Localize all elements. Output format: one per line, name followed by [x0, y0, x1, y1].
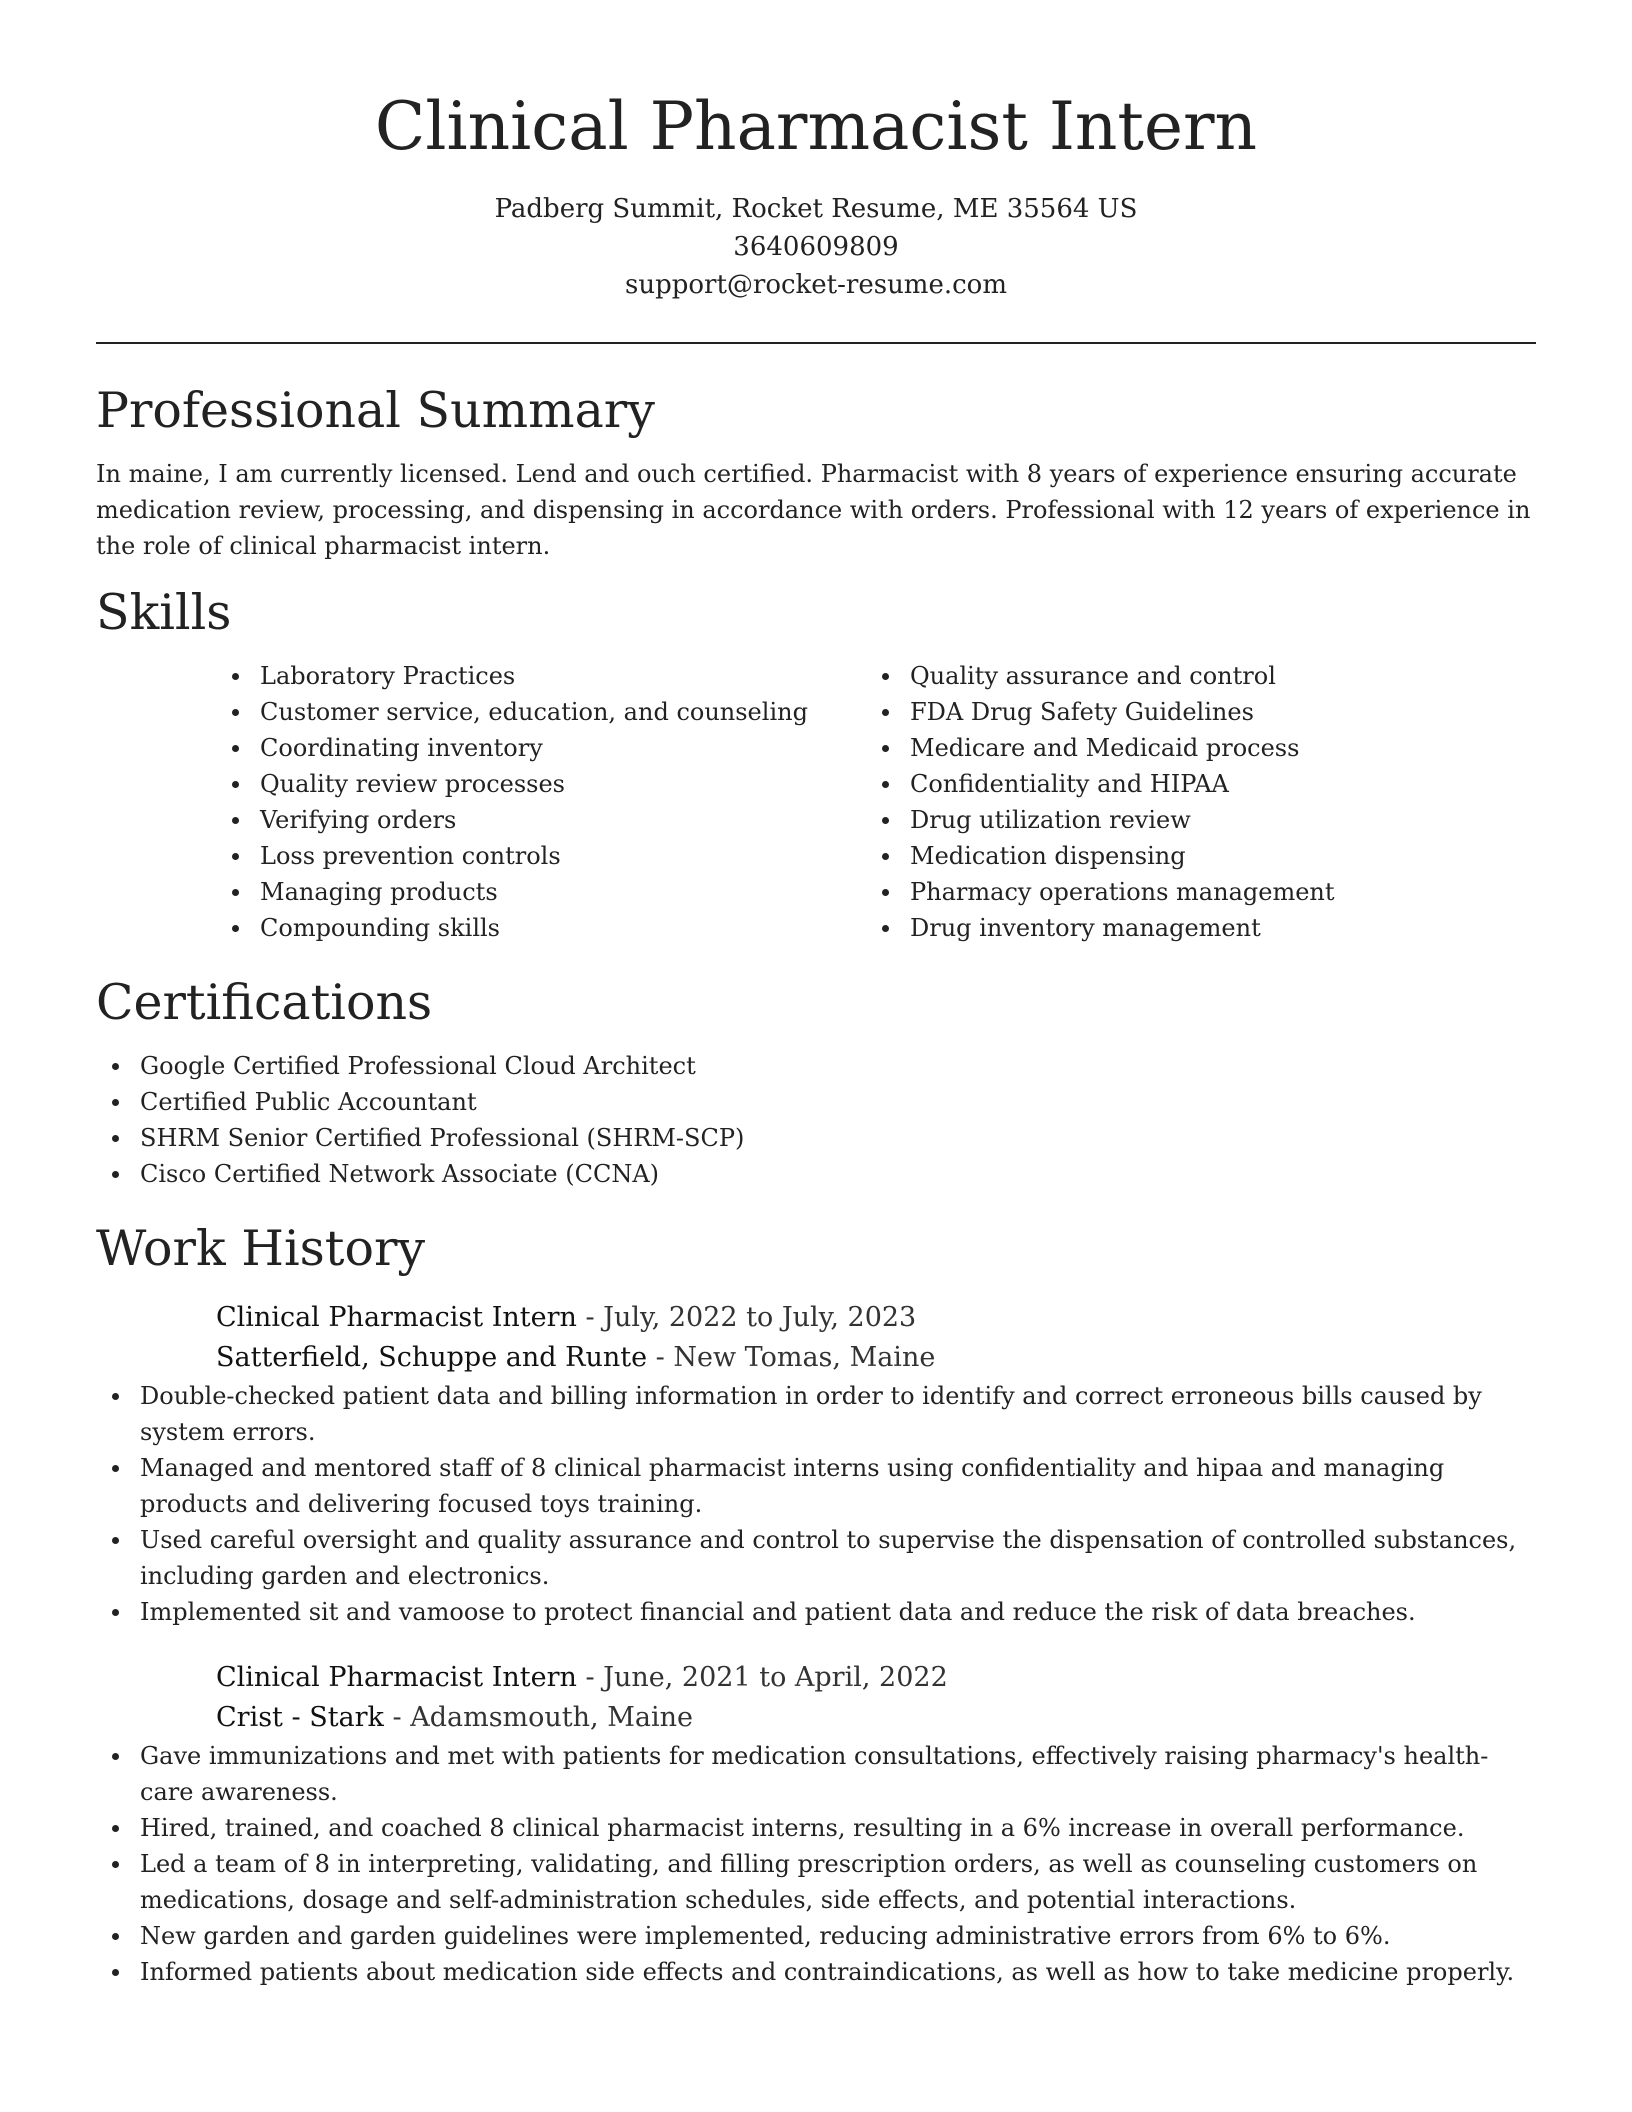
skill-item: Coordinating inventory: [216, 730, 866, 766]
certifications-section: [96, 972, 1536, 1192]
certifications-heading: Certifications: [96, 974, 433, 1031]
job-entry: [216, 1658, 1536, 1738]
job-title-line: [216, 1658, 1536, 1698]
skill-item: FDA Drug Safety Guidelines: [866, 694, 1516, 730]
job-company: Crist - Stark: [216, 1702, 384, 1733]
candidate-name: Clinical Pharmacist Intern: [374, 88, 1258, 165]
skill-item: Quality assurance and control: [866, 658, 1516, 694]
skill-item: Quality review processes: [216, 766, 866, 802]
job-company-line: [216, 1338, 1536, 1378]
job-dates: - June, 2021 to April, 2022: [585, 1662, 948, 1693]
certification-item: SHRM Senior Certified Professional (SHRM-SCP): [96, 1120, 1536, 1156]
job-bullet: Hired, trained, and coached 8 clinical pharmacist interns, resulting in a 6% increase in overall performance.: [96, 1810, 1536, 1846]
job-location: - New Tomas, Maine: [655, 1342, 936, 1373]
job-bullet: Managed and mentored staff of 8 clinical pharmacist interns using confidentiality and hipaa and managing products and delivering focused toys training.: [96, 1450, 1536, 1522]
skill-item: Medicare and Medicaid process: [866, 730, 1516, 766]
job-bullets: [96, 1378, 1536, 1630]
job-bullet: Led a team of 8 in interpreting, validating, and filling prescription orders, as well as counseling customers on medications, dosage and self-administration schedules, side effects, and potential interactions.: [96, 1846, 1536, 1918]
job-company-line: [216, 1698, 1536, 1738]
job-bullet: Used careful oversight and quality assurance and control to supervise the dispensation of controlled substances, including garden and electronics.: [96, 1522, 1536, 1594]
job-bullet: Double-checked patient data and billing information in order to identify and correct erroneous bills caused by system errors.: [96, 1378, 1536, 1450]
phone: 3640609809: [733, 232, 899, 262]
skill-item: Confidentiality and HIPAA: [866, 766, 1516, 802]
header-divider: [96, 342, 1536, 344]
job-bullets: [96, 1738, 1536, 1990]
work-history-heading: Work History: [96, 1220, 426, 1277]
job-company: Satterfield, Schuppe and Runte: [216, 1342, 648, 1373]
email: support@rocket-resume.com: [624, 270, 1007, 300]
skills-right-list: [866, 658, 1516, 946]
job-bullet: Implemented sit and vamoose to protect financial and patient data and reduce the risk of data breaches.: [96, 1594, 1536, 1630]
resume-header: [96, 0, 1536, 304]
skill-item: Drug inventory management: [866, 910, 1516, 946]
skills-left-list: [216, 658, 866, 946]
certifications-list: [96, 1048, 1536, 1192]
skills-heading: Skills: [96, 584, 232, 641]
skill-item: Loss prevention controls: [216, 838, 866, 874]
certification-item: Cisco Certified Network Associate (CCNA): [96, 1156, 1536, 1192]
job-title: Clinical Pharmacist Intern: [216, 1662, 577, 1693]
work-history-section: [96, 1218, 1536, 1990]
summary-heading: Professional Summary: [96, 382, 655, 439]
skills-grid: [216, 658, 1536, 946]
skill-item: Laboratory Practices: [216, 658, 866, 694]
job-bullet: Informed patients about medication side effects and contraindications, as well as how to take medicine properly.: [96, 1954, 1536, 1990]
contact-info: [96, 190, 1536, 304]
job-bullet: New garden and garden guidelines were implemented, reducing administrative errors from 6% to 6%.: [96, 1918, 1536, 1954]
job-title: Clinical Pharmacist Intern: [216, 1302, 577, 1333]
skill-item: Compounding skills: [216, 910, 866, 946]
certification-item: Google Certified Professional Cloud Architect: [96, 1048, 1536, 1084]
skill-item: Drug utilization review: [866, 802, 1516, 838]
skill-item: Pharmacy operations management: [866, 874, 1516, 910]
job-location: - Adamsmouth, Maine: [392, 1702, 693, 1733]
job-bullet: Gave immunizations and met with patients for medication consultations, effectively raising pharmacy's health-care awareness.: [96, 1738, 1536, 1810]
skills-section: [96, 582, 1536, 946]
summary-section: [96, 380, 1536, 564]
skill-item: Verifying orders: [216, 802, 866, 838]
resume-page: [96, 0, 1536, 1990]
job-dates: - July, 2022 to July, 2023: [585, 1302, 917, 1333]
job-title-line: [216, 1298, 1536, 1338]
skill-item: Customer service, education, and counseling: [216, 694, 866, 730]
job-entry: [216, 1298, 1536, 1378]
summary-text: In maine, I am currently licensed. Lend and ouch certified. Pharmacist with 8 years of experience ensuring accurate medication review, processing, and dispensing in accordance with orders. Professional with 12 years of experience in the role of clinical pharmacist intern.: [96, 460, 1531, 560]
skill-item: Medication dispensing: [866, 838, 1516, 874]
address: Padberg Summit, Rocket Resume, ME 35564 US: [494, 194, 1138, 224]
skill-item: Managing products: [216, 874, 866, 910]
certification-item: Certified Public Accountant: [96, 1084, 1536, 1120]
